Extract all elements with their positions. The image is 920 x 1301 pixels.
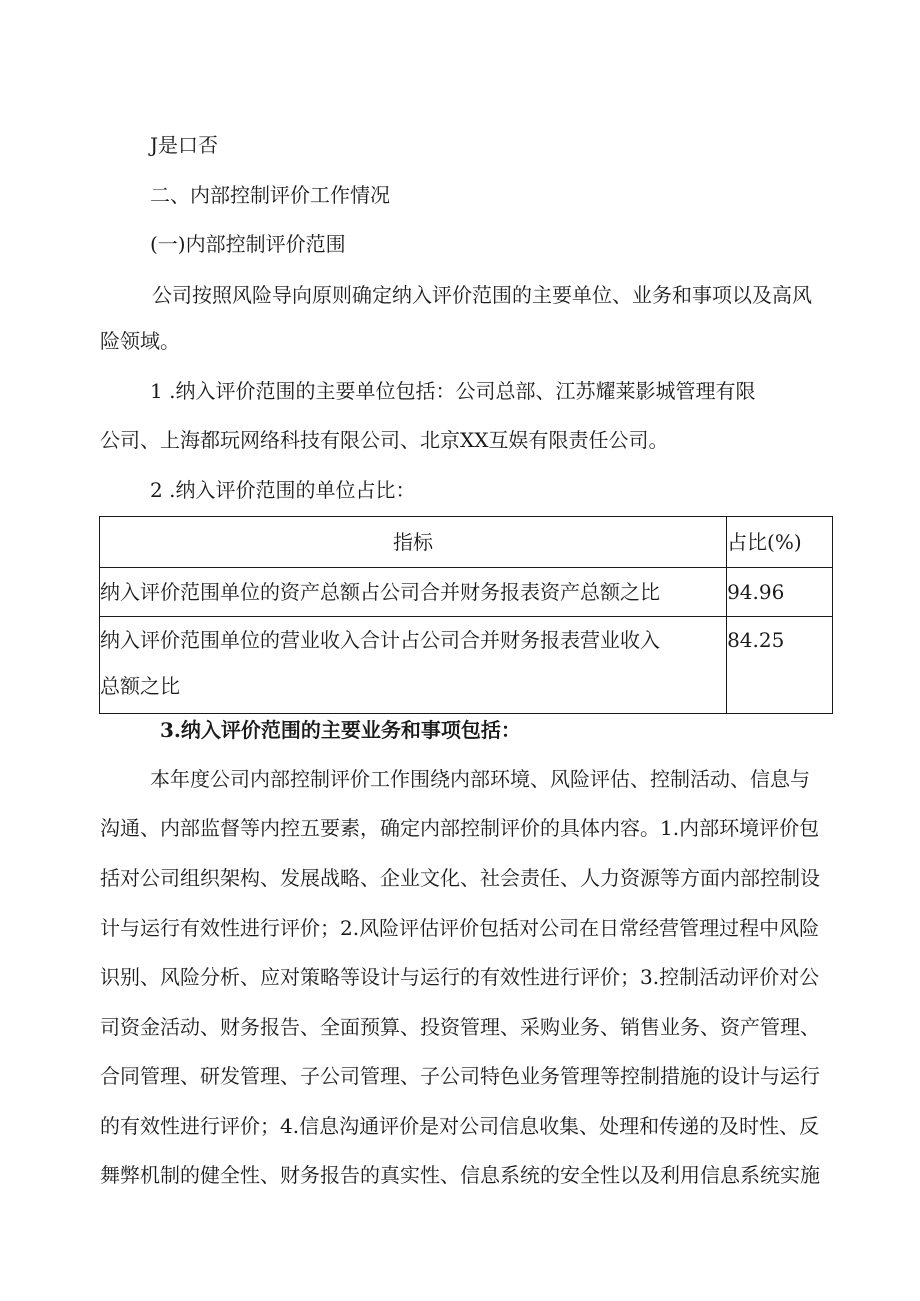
body-line: 沟通、内部监督等内控五要素，确定内部控制评价的具体内容。1.内部环境评价包 — [100, 816, 820, 840]
paragraph-scope-intro-line1: 公司按照风险导向原则确定纳入评价范围的主要单位、业务和事项以及高风 — [152, 283, 812, 307]
cell-indicator-line2: 总额之比 — [100, 674, 180, 698]
cell-value — [727, 617, 833, 714]
paragraph-units-line1: 1 .纳入评价范围的主要单位包括：公司总部、江苏耀莱影城管理有限 — [150, 379, 756, 403]
body-line: 括对公司组织架构、发展战略、企业文化、社会责任、人力资源等方面内部控制设 — [100, 866, 820, 890]
section-heading: 二、内部控制评价工作情况 — [150, 183, 390, 207]
table-header-row — [100, 517, 833, 568]
cell-indicator — [100, 617, 727, 714]
cell-value: 94.96 — [727, 568, 833, 617]
paragraph-ratio-heading: 2 .纳入评价范围的单位占比： — [150, 478, 416, 502]
cell-indicator: 纳入评价范围单位的资产总额占公司合并财务报表资产总额之比 — [100, 568, 727, 617]
paragraph-checkbox-line: J是口否 — [150, 133, 219, 157]
paragraph-units-line2: 公司、上海都玩网络科技有限公司、北京XX互娱有限责任公司。 — [100, 428, 669, 452]
body-line: 识别、风险分析、应对策略等设计与运行的有效性进行评价；3.控制活动评价对公 — [100, 965, 820, 989]
body-line: 的有效性进行评价；4.信息沟通评价是对公司信息收集、处理和传递的及时性、反 — [100, 1114, 820, 1138]
subsection-heading: (一)内部控制评价范围 — [150, 232, 346, 256]
cell-indicator-line1: 纳入评价范围单位的营业收入合计占公司合并财务报表营业收入 — [100, 628, 660, 652]
header-ratio: 占比(%) — [727, 517, 833, 568]
paragraph-business-heading: 3.纳入评价范围的主要业务和事项包括： — [160, 718, 521, 742]
body-line: 合同管理、研发管理、子公司管理、子公司特色业务管理等控制措施的设计与运行 — [100, 1064, 820, 1088]
cell-value-text: 84.25 — [727, 628, 785, 652]
table-row — [100, 617, 833, 714]
body-line: 本年度公司内部控制评价工作围绕内部环境、风险评估、控制活动、信息与 — [150, 767, 810, 791]
header-indicator: 指标 — [100, 517, 727, 568]
body-line: 舞弊机制的健全性、财务报告的真实性、信息系统的安全性以及利用信息系统实施 — [100, 1163, 820, 1187]
table-row — [100, 568, 833, 617]
body-line: 司资金活动、财务报告、全面预算、投资管理、采购业务、销售业务、资产管理、 — [100, 1015, 820, 1039]
scope-ratio-table — [99, 516, 833, 714]
paragraph-scope-intro-line2: 险领域。 — [100, 329, 180, 353]
body-line: 计与运行有效性进行评价；2.风险评估评价包括对公司在日常经营管理过程中风险 — [100, 916, 820, 940]
